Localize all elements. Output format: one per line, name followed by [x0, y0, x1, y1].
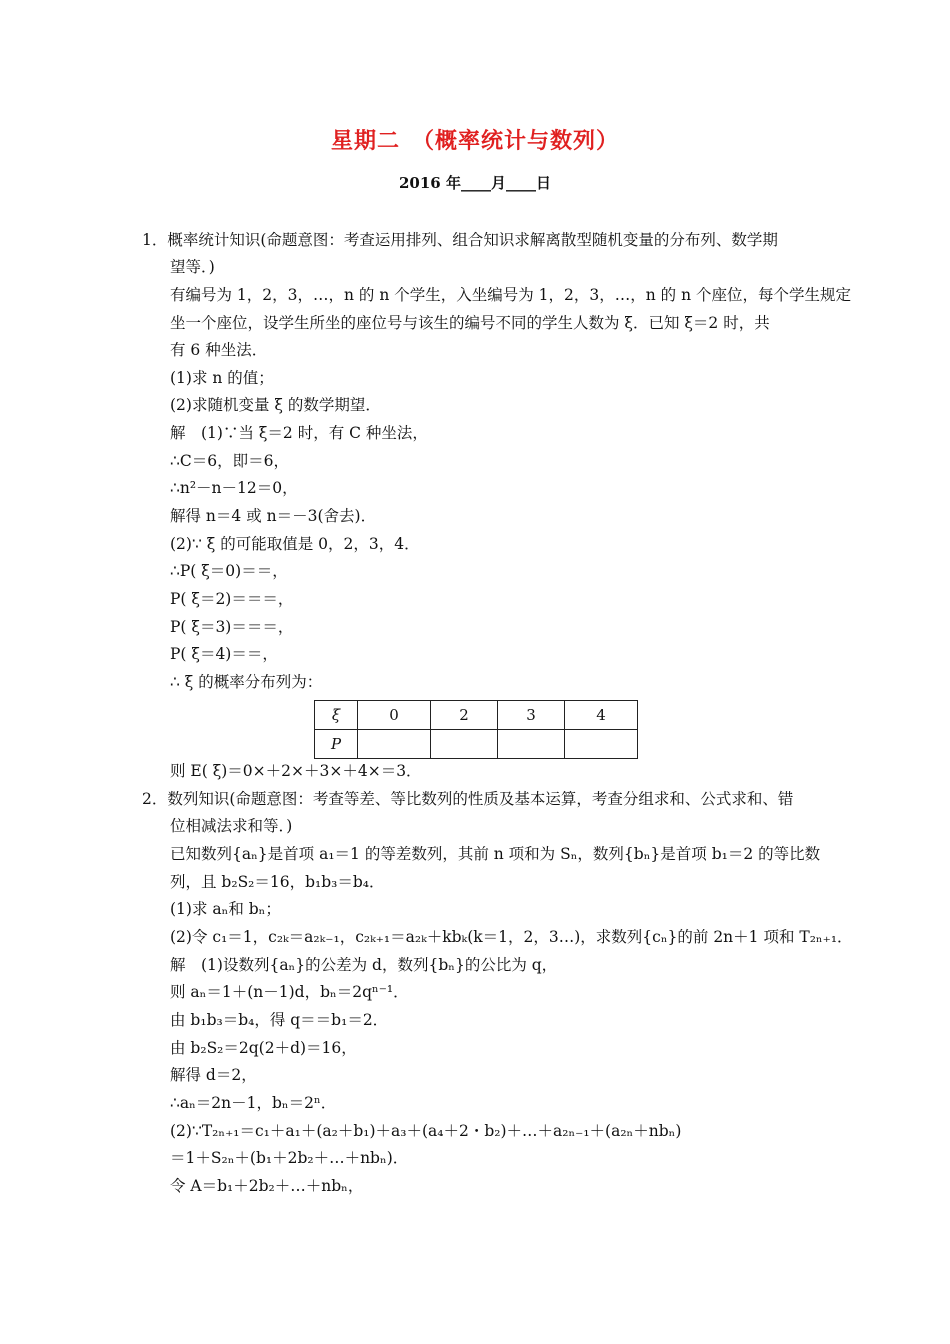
table-cell: 0 [358, 701, 431, 730]
text-line: (1)求 n 的值； [170, 369, 274, 387]
text-line: 望等．) [170, 258, 215, 276]
date-line: 2016 年____月____日 [399, 174, 551, 192]
text-line: 有 6 种坐法． [170, 341, 268, 359]
solution-line: P( ξ＝3)＝＝＝， [170, 618, 294, 636]
text-line: 位相减法求和等．) [170, 817, 293, 835]
distribution-table [314, 700, 638, 759]
solution-line: (2)∵ ξ 的可能取值是 0，2，3，4． [170, 535, 420, 553]
page-title: 星期二 （概率统计与数列） [330, 128, 619, 154]
solution-line: P( ξ＝2)＝＝＝， [170, 590, 294, 608]
solution-line: ∴P( ξ＝0)＝＝， [170, 562, 288, 580]
solution-line: 解 (1)设数列{aₙ}的公差为 d，数列{bₙ}的公比为 q， [170, 956, 558, 974]
solution-line: P( ξ＝4)＝＝， [170, 645, 278, 663]
table-cell: 4 [565, 701, 638, 730]
table-cell [565, 730, 638, 759]
solution-line: 由 b₂S₂＝2q(2＋d)＝16， [170, 1039, 357, 1057]
solution-line: ∴n²－n－12＝0， [170, 479, 298, 497]
solution-line: ∴ ξ 的概率分布列为： [170, 673, 323, 691]
solution-line: ∴C＝6，即＝6， [170, 452, 289, 470]
solution-line: (2)∵T₂ₙ₊₁＝c₁＋a₁＋(a₂＋b₁)＋a₃＋(a₄＋2・b₂)＋…＋a₂ₙ₋₁＋(a₂ₙ＋nbₙ) [170, 1122, 682, 1140]
text-line: 列，且 b₂S₂＝16，b₁b₃＝b₄． [170, 873, 385, 891]
solution-line: 由 b₁b₃＝b₄，得 q＝＝b₁＝2． [170, 1011, 389, 1029]
solution-line: 则 E( ξ)＝0×＋2×＋3×＋4×＝3． [170, 762, 422, 780]
text-line: 有编号为 1，2，3，…，n 的 n 个学生，入坐编号为 1，2，3，…，n 的 n 个座位，每个学生规定 [170, 286, 852, 304]
table-cell: 2 [431, 701, 498, 730]
table-row [315, 701, 638, 730]
solution-line: 令 A＝b₁＋2b₂＋…＋nbₙ， [170, 1177, 364, 1195]
solution-line: ∴aₙ＝2n－1，bₙ＝2ⁿ． [170, 1094, 337, 1112]
table-cell: 3 [498, 701, 565, 730]
solution-line: ＝1＋S₂ₙ＋(b₁＋2b₂＋…＋nbₙ)． [170, 1149, 409, 1167]
text-line: 坐一个座位，设学生所坐的座位号与该生的编号不同的学生人数为 ξ．已知 ξ＝2 时，共 [170, 314, 770, 332]
text-line: (2)求随机变量 ξ 的数学期望． [170, 396, 381, 414]
table-cell: P [315, 730, 358, 759]
solution-line: 则 aₙ＝1＋(n－1)d，bₙ＝2qⁿ⁻¹． [170, 983, 409, 1001]
text-line: (2)令 c₁＝1，c₂ₖ＝a₂ₖ₋₁，c₂ₖ₊₁＝a₂ₖ＋kbₖ(k＝1，2，3…)，求数列{cₙ}的前 2n＋1 项和 T₂ₙ₊₁． [170, 928, 853, 946]
table-cell [431, 730, 498, 759]
solution-line: 解 (1)∵当 ξ＝2 时，有 C 种坐法， [170, 424, 428, 442]
problem-1-heading: 1．概率统计知识(命题意图：考查运用排列、组合知识求解离散型随机变量的分布列、数学期 [142, 231, 778, 249]
table-cell: ξ [315, 701, 358, 730]
table-cell [358, 730, 431, 759]
table-row [315, 730, 638, 759]
solution-line: 解得 n＝4 或 n＝－3(舍去)． [170, 507, 377, 525]
solution-line: 解得 d＝2， [170, 1066, 257, 1084]
table-cell [498, 730, 565, 759]
text-line: 已知数列{aₙ}是首项 a₁＝1 的等差数列，其前 n 项和为 Sₙ，数列{bₙ}是首项 b₁＝2 的等比数 [170, 845, 821, 863]
text-line: (1)求 aₙ和 bₙ； [170, 900, 281, 918]
problem-2-heading: 2．数列知识(命题意图：考查等差、等比数列的性质及基本运算，考查分组求和、公式求和、错 [142, 790, 794, 808]
